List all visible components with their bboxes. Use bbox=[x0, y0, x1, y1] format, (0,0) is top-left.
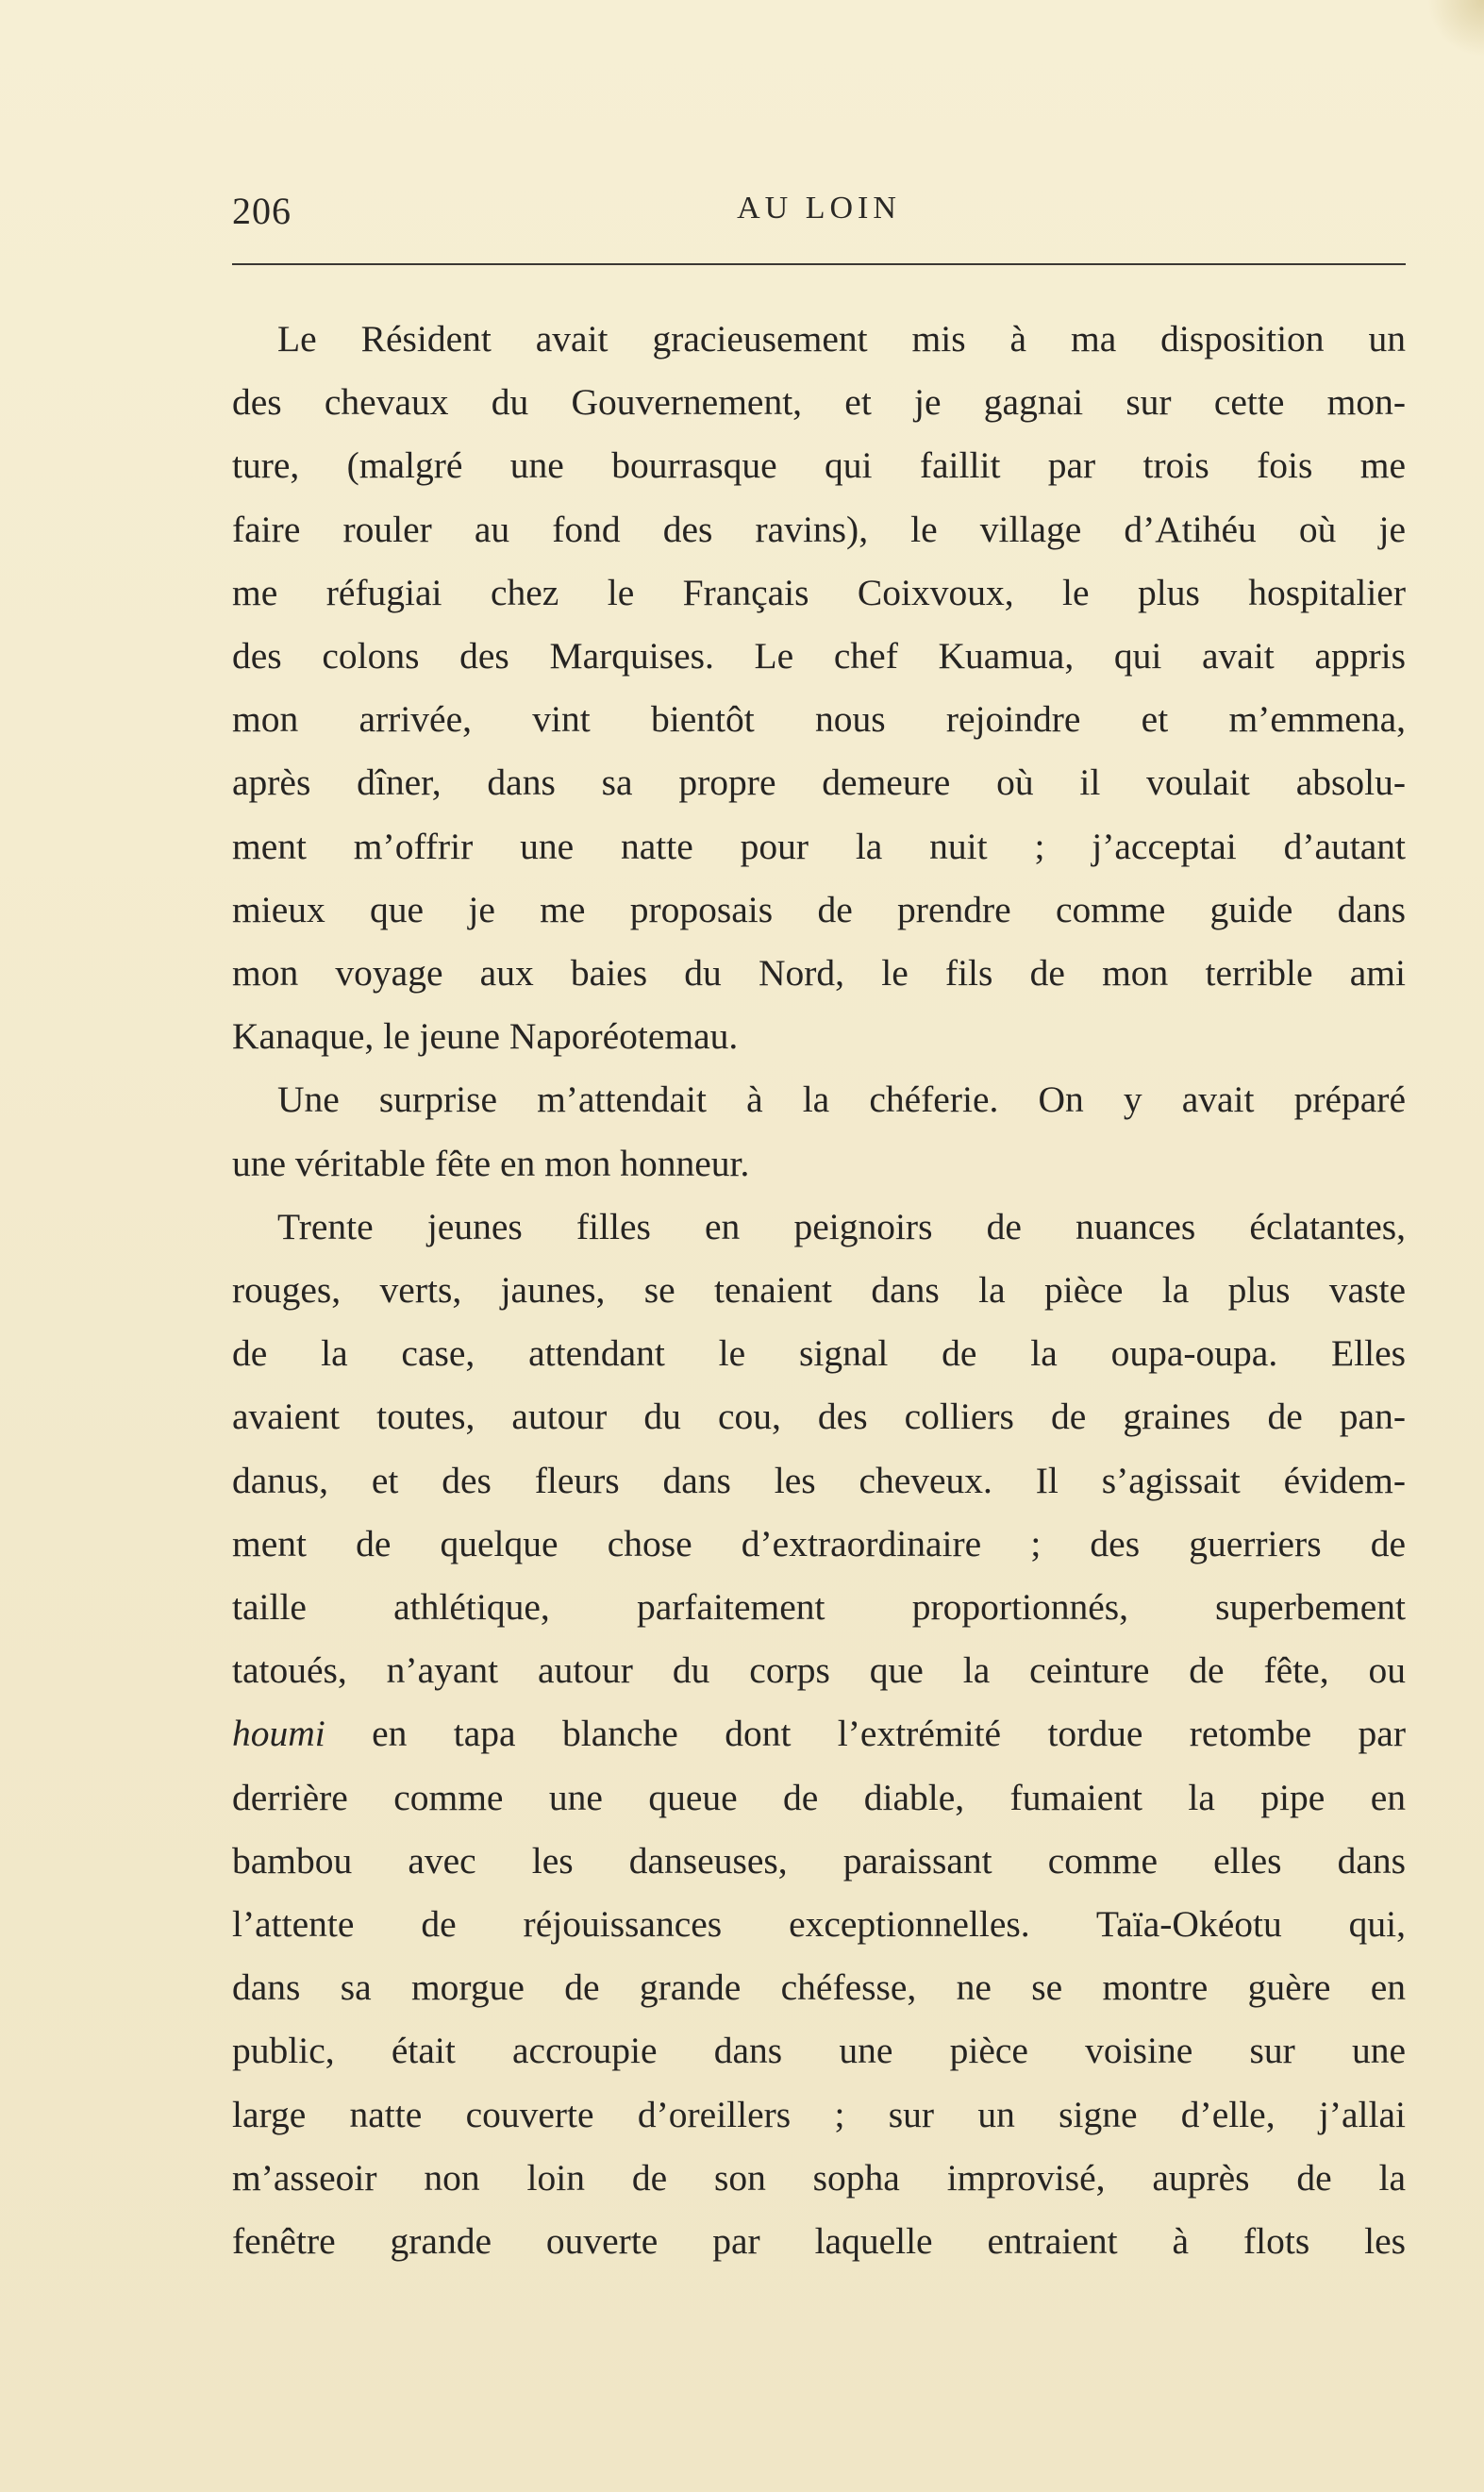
line-text: me réfugiai chez le Français Coixvoux, le plus hospitalier bbox=[232, 571, 1406, 613]
text-line bbox=[232, 1576, 1406, 1639]
text-line bbox=[232, 371, 1406, 434]
text-line bbox=[232, 751, 1406, 814]
text-line bbox=[232, 1830, 1406, 1893]
line-text: danus, et des fleurs dans les cheveux. Il s’agissait évidem- bbox=[232, 1459, 1406, 1501]
text-line bbox=[232, 1259, 1406, 1322]
text-line bbox=[232, 1322, 1406, 1385]
text-line bbox=[232, 308, 1406, 371]
line-text: une véritable fête en mon honneur. bbox=[232, 1142, 750, 1184]
line-text: public, était accroupie dans une pièce voisine sur une bbox=[232, 2030, 1406, 2072]
header-rule bbox=[232, 263, 1406, 265]
text-line bbox=[232, 625, 1406, 688]
running-title: AU LOIN bbox=[737, 191, 901, 226]
paper-stain bbox=[1427, 0, 1484, 57]
line-text: avaient toutes, autour du cou, des colliers de graines de pan- bbox=[232, 1396, 1406, 1438]
text-line bbox=[232, 1385, 1406, 1448]
line-text: ment m’offrir une natte pour la nuit ; j’acceptai d’autant bbox=[232, 825, 1406, 867]
line-text: ture, (malgré une bourrasque qui faillit par trois fois me bbox=[232, 444, 1406, 487]
line-text: ment de quelque chose d’extraordinaire ; des guerriers de bbox=[232, 1522, 1406, 1564]
line-text: Le Résident avait gracieusement mis à ma disposition un bbox=[277, 318, 1406, 360]
text-line bbox=[232, 1196, 1406, 1259]
italic-word: houmi bbox=[232, 1713, 325, 1755]
text-line bbox=[232, 1005, 1406, 1068]
line-text: tatoués, n’ayant autour du corps que la ceinture de fête, ou bbox=[232, 1649, 1406, 1692]
page-header bbox=[232, 185, 1406, 238]
line-text: dans sa morgue de grande chéfesse, ne se montre guère en bbox=[232, 1966, 1406, 2009]
line-text: l’attente de réjouissances exceptionnelles. Taïa-Okéotu qui, bbox=[232, 1903, 1406, 1946]
text-line bbox=[232, 2083, 1406, 2147]
line-text: mon arrivée, vint bientôt nous rejoindre et m’emmena, bbox=[232, 698, 1406, 741]
line-text: des colons des Marquises. Le chef Kuamua, qui avait appris bbox=[232, 635, 1406, 677]
text-line bbox=[232, 1956, 1406, 2019]
line-text: Une surprise m’attendait à la chéferie. On y avait préparé bbox=[277, 1079, 1406, 1121]
line-text: derrière comme une queue de diable, fumaient la pipe en bbox=[232, 1776, 1406, 1818]
line-text: taille athlétique, parfaitement proportionnés, superbement bbox=[232, 1586, 1406, 1629]
text-line bbox=[232, 1702, 1406, 1765]
line-text: en tapa blanche dont l’extrémité tordue retombe par bbox=[325, 1713, 1406, 1755]
text-line bbox=[232, 434, 1406, 497]
line-text: des chevaux du Gouvernement, et je gagnai sur cette mon- bbox=[232, 381, 1406, 424]
text-line bbox=[232, 1893, 1406, 1956]
text-line bbox=[232, 1132, 1406, 1196]
line-text: rouges, verts, jaunes, se tenaient dans la pièce la plus vaste bbox=[232, 1269, 1406, 1312]
body-text bbox=[232, 308, 1406, 2273]
text-line bbox=[232, 878, 1406, 942]
line-text: bambou avec les danseuses, paraissant comme elles dans bbox=[232, 1839, 1406, 1882]
line-text: fenêtre grande ouverte par laquelle entraient à flots les bbox=[232, 2220, 1406, 2263]
text-line bbox=[232, 2210, 1406, 2273]
line-text: mieux que je me proposais de prendre comme guide dans bbox=[232, 888, 1406, 930]
text-line bbox=[232, 1449, 1406, 1513]
text-line bbox=[232, 1513, 1406, 1576]
text-line bbox=[232, 1639, 1406, 1702]
line-text: m’asseoir non loin de son sopha improvisé, auprès de la bbox=[232, 2156, 1406, 2199]
line-text: mon voyage aux baies du Nord, le fils de mon terrible ami bbox=[232, 952, 1406, 995]
page-number: 206 bbox=[232, 190, 292, 232]
line-text: large natte couverte d’oreillers ; sur un signe d’elle, j’allai bbox=[232, 2093, 1406, 2135]
line-text: de la case, attendant le signal de la oupa-oupa. Elles bbox=[232, 1332, 1406, 1375]
text-line bbox=[232, 1766, 1406, 1830]
line-text: Trente jeunes filles en peignoirs de nuances éclatantes, bbox=[277, 1205, 1406, 1247]
text-line bbox=[232, 2147, 1406, 2210]
text-line bbox=[232, 815, 1406, 878]
text-line bbox=[232, 561, 1406, 625]
text-line bbox=[232, 688, 1406, 751]
line-text: après dîner, dans sa propre demeure où il voulait absolu- bbox=[232, 761, 1406, 804]
text-line bbox=[232, 2019, 1406, 2082]
text-line bbox=[232, 498, 1406, 561]
text-line bbox=[232, 1068, 1406, 1131]
text-line bbox=[232, 942, 1406, 1005]
line-text: Kanaque, le jeune Naporéotemau. bbox=[232, 1015, 739, 1058]
line-text: faire rouler au fond des ravins), le village d’Atihéu où je bbox=[232, 508, 1406, 550]
